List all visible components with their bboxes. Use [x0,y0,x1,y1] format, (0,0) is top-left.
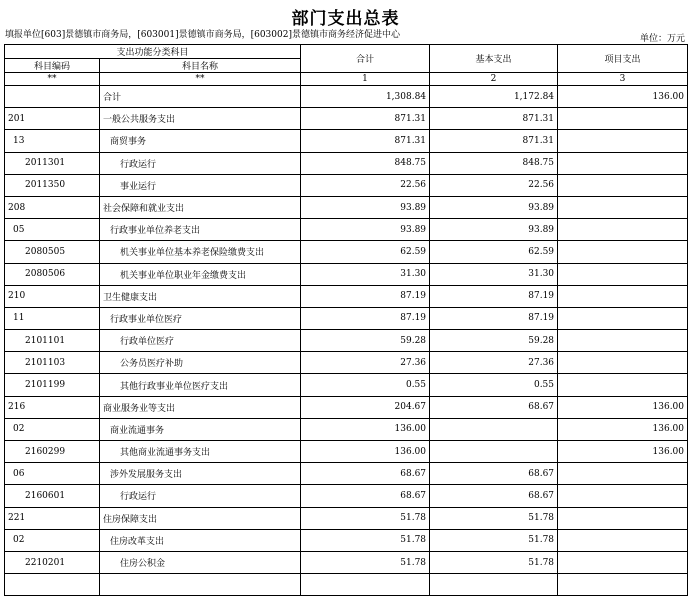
cell-basic: 1,172.84 [430,86,558,108]
cell-total: 136.00 [301,418,430,440]
cell-code: 216 [5,396,100,418]
cell-project [558,196,688,218]
cell-code: 02 [5,418,100,440]
cell-code [5,86,100,108]
header-row-group [5,45,688,59]
cell-name: 行政事业单位医疗 [100,307,301,329]
cell-total: 51.78 [301,507,430,529]
cell-project [558,130,688,152]
cell-total: 871.31 [301,130,430,152]
cell-name: 住房保障支出 [100,507,301,529]
expenditure-table [4,44,688,596]
cell-total: 87.19 [301,285,430,307]
cell-code: 221 [5,507,100,529]
table-row [5,529,688,551]
cell-total: 87.19 [301,307,430,329]
cell-code: 210 [5,285,100,307]
cell-basic: 87.19 [430,307,558,329]
cell-code: 2101103 [5,352,100,374]
cell-basic [430,574,558,596]
cell-basic: 68.67 [430,485,558,507]
page-title: 部门支出总表 [291,9,400,29]
table-row [5,551,688,573]
cell-basic [430,441,558,463]
cell-total: 31.30 [301,263,430,285]
cell-basic: 93.89 [430,196,558,218]
cell-project [558,152,688,174]
cell-code: 11 [5,307,100,329]
cell-basic: 59.28 [430,330,558,352]
table-row [5,330,688,352]
header-name: 科目名称 [100,59,301,73]
cell-code: 2080505 [5,241,100,263]
filler-unit-label: 填报单位[603]景德镇市商务局，[603001]景德镇市商务局，[603002]景德镇市商务经济促进中心 [5,30,400,40]
cell-name: 公务员医疗补助 [100,352,301,374]
cell-project [558,108,688,130]
cell-total: 136.00 [301,441,430,463]
cell-name: 其他商业流通事务支出 [100,441,301,463]
table-row [5,507,688,529]
header-code: 科目编码 [5,59,100,73]
cell-name: 机关事业单位基本养老保险缴费支出 [100,241,301,263]
cell-code: 2101101 [5,330,100,352]
cell-total: 51.78 [301,529,430,551]
cell-project: 136.00 [558,86,688,108]
cell-basic: 51.78 [430,551,558,573]
cell-code: 2160601 [5,485,100,507]
cell-name: 事业运行 [100,174,301,196]
cell-total: 62.59 [301,241,430,263]
cell-project: 136.00 [558,396,688,418]
table-row [5,174,688,196]
cell-code: 2011301 [5,152,100,174]
cell-total: 204.67 [301,396,430,418]
cell-project [558,263,688,285]
currency-unit-label: 单位：万元 [639,34,685,44]
header-total: 合计 [301,45,430,73]
cell-project [558,374,688,396]
cell-total: 22.56 [301,174,430,196]
cell-basic: 27.36 [430,352,558,374]
cell-total: 68.67 [301,463,430,485]
cell-code: 05 [5,219,100,241]
table-row [5,285,688,307]
cell-project [558,551,688,573]
table-row [5,574,688,596]
cell-code: 2011350 [5,174,100,196]
table-row [5,108,688,130]
index-name: ** [100,73,301,86]
header-index-row [5,73,688,86]
index-total: 1 [301,73,430,86]
cell-name: 行政运行 [100,152,301,174]
table-row [5,374,688,396]
cell-project [558,174,688,196]
index-basic: 2 [430,73,558,86]
table-row [5,219,688,241]
cell-basic: 871.31 [430,130,558,152]
cell-project [558,529,688,551]
cell-basic: 871.31 [430,108,558,130]
cell-total [301,574,430,596]
cell-total: 59.28 [301,330,430,352]
cell-project: 136.00 [558,418,688,440]
cell-name: 机关事业单位职业年金缴费支出 [100,263,301,285]
cell-name: 社会保障和就业支出 [100,196,301,218]
cell-basic: 68.67 [430,463,558,485]
cell-basic: 87.19 [430,285,558,307]
cell-code: 2101199 [5,374,100,396]
cell-total: 27.36 [301,352,430,374]
table-row [5,152,688,174]
cell-code: 2160299 [5,441,100,463]
table-row [5,263,688,285]
header-function-category: 支出功能分类科目 [5,45,301,59]
cell-project [558,463,688,485]
cell-name: 住房公积金 [100,551,301,573]
cell-total: 0.55 [301,374,430,396]
cell-name: 其他行政事业单位医疗支出 [100,374,301,396]
cell-basic: 848.75 [430,152,558,174]
cell-basic: 22.56 [430,174,558,196]
index-project: 3 [558,73,688,86]
header-basic: 基本支出 [430,45,558,73]
cell-name: 行政单位医疗 [100,330,301,352]
cell-total: 871.31 [301,108,430,130]
table-row [5,196,688,218]
cell-name: 卫生健康支出 [100,285,301,307]
cell-project [558,485,688,507]
table-row [5,86,688,108]
cell-basic: 0.55 [430,374,558,396]
cell-code: 2210201 [5,551,100,573]
cell-name: 合计 [100,86,301,108]
cell-code: 02 [5,529,100,551]
table-row [5,418,688,440]
cell-total: 51.78 [301,551,430,573]
cell-name: 商业流通事务 [100,418,301,440]
cell-basic: 51.78 [430,507,558,529]
cell-name: 商业服务业等支出 [100,396,301,418]
cell-basic: 68.67 [430,396,558,418]
cell-code: 201 [5,108,100,130]
cell-code [5,574,100,596]
table-row [5,463,688,485]
cell-basic: 62.59 [430,241,558,263]
cell-name: 行政运行 [100,485,301,507]
cell-project [558,285,688,307]
cell-total: 848.75 [301,152,430,174]
cell-basic: 31.30 [430,263,558,285]
cell-basic [430,418,558,440]
cell-project [558,219,688,241]
cell-project [558,507,688,529]
cell-name [100,574,301,596]
table-row [5,352,688,374]
cell-code: 06 [5,463,100,485]
cell-project [558,330,688,352]
table-row [5,241,688,263]
cell-total: 93.89 [301,196,430,218]
cell-name: 商贸事务 [100,130,301,152]
cell-basic: 51.78 [430,529,558,551]
cell-project: 136.00 [558,441,688,463]
table-row [5,485,688,507]
cell-name: 住房改革支出 [100,529,301,551]
cell-name: 涉外发展服务支出 [100,463,301,485]
index-code: ** [5,73,100,86]
cell-code: 208 [5,196,100,218]
table-row [5,396,688,418]
cell-total: 68.67 [301,485,430,507]
cell-name: 一般公共服务支出 [100,108,301,130]
cell-project [558,307,688,329]
cell-name: 行政事业单位养老支出 [100,219,301,241]
table-row [5,307,688,329]
header-project: 项目支出 [558,45,688,73]
cell-basic: 93.89 [430,219,558,241]
cell-project [558,241,688,263]
cell-code: 2080506 [5,263,100,285]
cell-total: 1,308.84 [301,86,430,108]
cell-code: 13 [5,130,100,152]
table-row [5,130,688,152]
table-row [5,441,688,463]
cell-project [558,352,688,374]
cell-project [558,574,688,596]
cell-total: 93.89 [301,219,430,241]
